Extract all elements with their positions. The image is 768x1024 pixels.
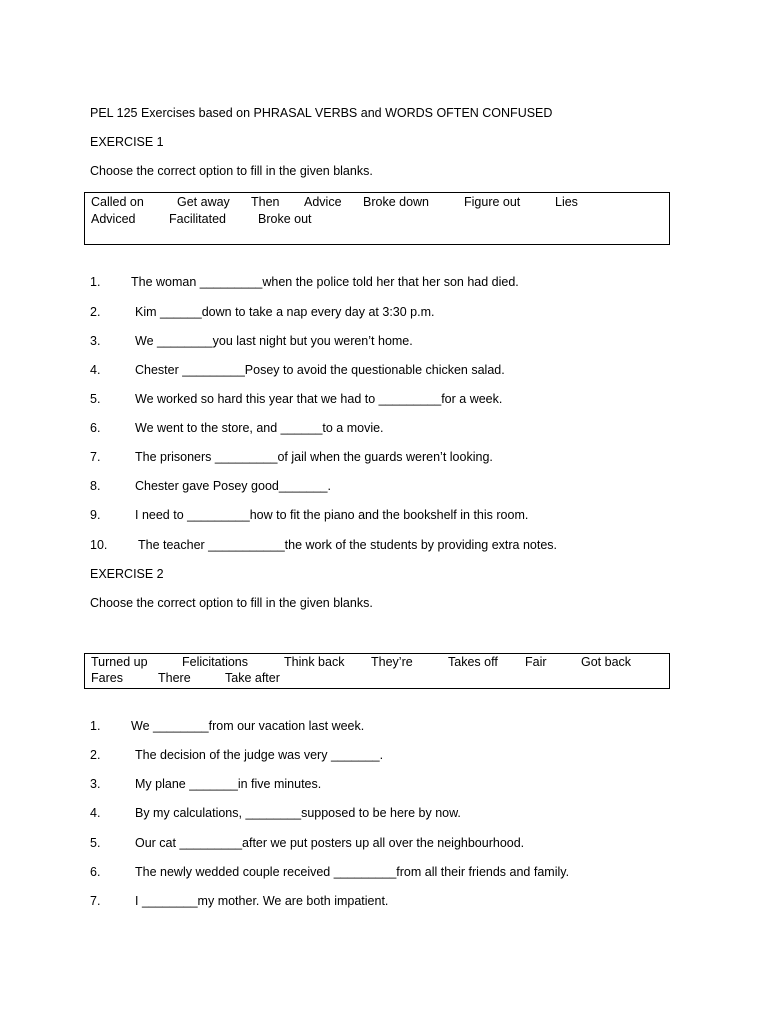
item-number: 4.: [90, 363, 101, 377]
word-bank-item: Get away: [177, 195, 230, 209]
item-number: 1.: [90, 275, 101, 289]
item-text: The newly wedded couple received _________from all their friends and family.: [135, 865, 570, 879]
item-number: 9.: [90, 508, 101, 522]
word-bank-item: Facilitated: [169, 212, 226, 226]
item-number: 3.: [90, 777, 101, 791]
item-number: 7.: [90, 894, 101, 908]
item-number: 1.: [90, 719, 101, 733]
word-bank-item: Figure out: [464, 195, 521, 209]
item-number: 5.: [90, 392, 101, 406]
item-number: 5.: [90, 836, 101, 850]
word-bank-item: Lies: [555, 195, 578, 209]
item-number: 2.: [90, 748, 101, 762]
word-bank-item: Take after: [225, 671, 280, 685]
exercise-1-word-bank: [84, 192, 670, 245]
page-title: PEL 125 Exercises based on PHRASAL VERBS and WORDS OFTEN CONFUSED: [90, 106, 553, 120]
item-number: 7.: [90, 450, 101, 464]
item-text: By my calculations, ________supposed to be here by now.: [135, 806, 461, 820]
word-bank-item: Think back: [284, 655, 345, 669]
exercise-1-instruction: Choose the correct option to fill in the given blanks.: [90, 164, 373, 178]
word-bank-item: Takes off: [448, 655, 498, 669]
item-text: The decision of the judge was very _______.: [135, 748, 384, 762]
word-bank-item: Got back: [581, 655, 632, 669]
exercise-2-title: EXERCISE 2: [90, 567, 164, 581]
item-text: The teacher ___________the work of the students by providing extra notes.: [138, 538, 558, 552]
item-number: 6.: [90, 421, 101, 435]
item-text: I ________my mother. We are both impatient.: [135, 894, 389, 908]
item-number: 6.: [90, 865, 101, 879]
word-bank-item: Felicitations: [182, 655, 248, 669]
item-text: Kim ______down to take a nap every day at 3:30 p.m.: [135, 305, 435, 319]
item-text: We went to the store, and ______to a movie.: [135, 421, 384, 435]
word-bank-item: There: [158, 671, 191, 685]
word-bank-item: Adviced: [91, 212, 136, 226]
item-number: 3.: [90, 334, 101, 348]
exercise-2-instruction: Choose the correct option to fill in the given blanks.: [90, 596, 373, 610]
word-bank-item: Then: [251, 195, 280, 209]
word-bank-item: Fair: [525, 655, 547, 669]
item-number: 10.: [90, 538, 108, 552]
item-text: Our cat _________after we put posters up all over the neighbourhood.: [135, 836, 525, 850]
exercise-2-word-bank: [84, 653, 670, 689]
item-text: We worked so hard this year that we had to _________for a week.: [135, 392, 503, 406]
word-bank-item: Called on: [91, 195, 144, 209]
item-text: Chester gave Posey good_______.: [135, 479, 331, 493]
item-text: Chester _________Posey to avoid the questionable chicken salad.: [135, 363, 505, 377]
word-bank-item: They’re: [371, 655, 413, 669]
item-number: 4.: [90, 806, 101, 820]
word-bank-item: Turned up: [91, 655, 148, 669]
exercise-1-title: EXERCISE 1: [90, 135, 164, 149]
item-text: We ________from our vacation last week.: [131, 719, 365, 733]
item-text: We ________you last night but you weren’t home.: [135, 334, 413, 348]
item-text: The prisoners _________of jail when the guards weren’t looking.: [135, 450, 493, 464]
item-number: 8.: [90, 479, 101, 493]
item-text: The woman _________when the police told her that her son had died.: [131, 275, 519, 289]
word-bank-item: Fares: [91, 671, 123, 685]
word-bank-item: Broke out: [258, 212, 312, 226]
item-number: 2.: [90, 305, 101, 319]
word-bank-item: Broke down: [363, 195, 430, 209]
item-text: My plane _______in five minutes.: [135, 777, 322, 791]
item-text: I need to _________how to fit the piano and the bookshelf in this room.: [135, 508, 529, 522]
word-bank-item: Advice: [304, 195, 342, 209]
